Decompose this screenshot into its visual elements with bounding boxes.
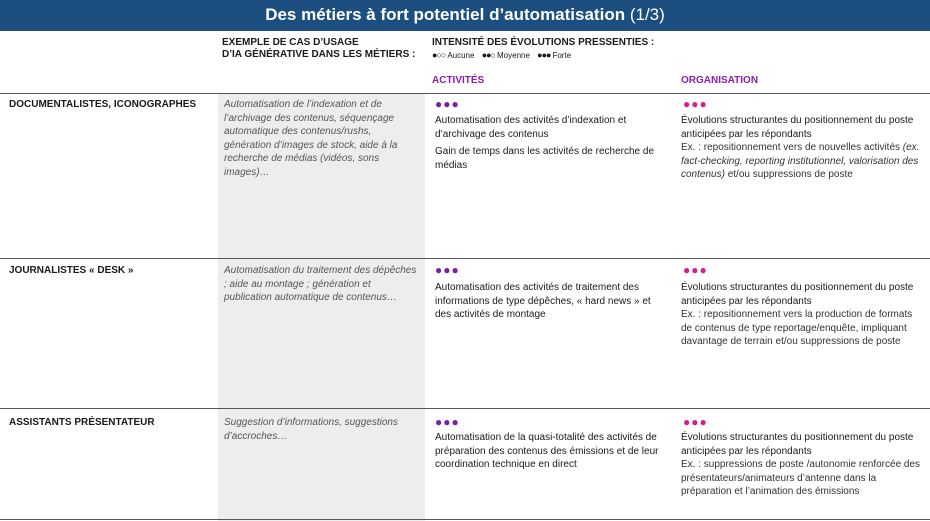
usecase-text: Suggestion d’informations, suggestions d’accroches… (224, 417, 398, 442)
organisation-example (681, 141, 921, 182)
activities-text (435, 114, 667, 176)
row-label: DOCUMENTALISTES, ICONOGRAPHES (9, 99, 197, 110)
activities-line: Automatisation des activités de traitement des informations de type dépêches, « hard news » et des activités de montage (435, 282, 651, 320)
organisation-text (681, 114, 921, 182)
activities-intensity-dots: ●●● (435, 263, 460, 277)
legend-label-none: Aucune (447, 51, 475, 60)
organisation-text (681, 431, 921, 499)
legend-label-strong: Forte (552, 51, 572, 60)
activities-line: Gain de temps dans les activités de recherche de médias (435, 146, 655, 171)
organisation-example-end: et/ou suppressions de poste (724, 169, 853, 180)
activities-line: Automatisation de la quasi-totalité des activités de préparation des contenus des émissions et de leur coordination technique en direct (435, 432, 659, 470)
usecase-column-header: EXEMPLE DE CAS D’USAGE D’IA GÉNÉRATIVE DANS LES MÉTIERS : (222, 37, 416, 60)
intensity-legend (432, 49, 576, 62)
legend-label-medium: Moyenne (497, 51, 530, 60)
organisation-example (681, 458, 921, 499)
organisation-example-text: Ex. : suppressions de poste /autonomie renforcée des présentateurs/animateurs d’antenne dans la préparation et l’animation des émissions (681, 459, 921, 497)
activities-intensity-dots: ●●● (435, 97, 460, 111)
organisation-example-italic: (ex. fact-checking, reporting institutionnel, valorisation des contenus) (681, 142, 920, 180)
row-label: JOURNALISTES « DESK » (9, 265, 134, 276)
organisation-column-header: ORGANISATION (681, 75, 759, 86)
organisation-intensity-dots: ●●● (683, 263, 708, 277)
title-rule (0, 30, 930, 31)
usecase-text: Automatisation de l’indexation et de l’archivage des contenus, séquençage automatique des contenus/rushs, génération d’images de stock, aide à la recherche de médias (vidéos, sons images)… (224, 99, 398, 178)
table-bottom-rule (0, 519, 930, 520)
organisation-example-text: Ex. : repositionnement vers de nouvelles activités (681, 142, 903, 153)
row-divider (0, 408, 930, 409)
title-bar (0, 0, 930, 30)
row-divider (0, 258, 930, 259)
organisation-text (681, 281, 921, 349)
row-divider (0, 93, 930, 94)
organisation-example-text: Ex. : repositionnement vers la production de formats de contenus de type reportage/enquête, impliquant davantage de terrain et/ou suppressions de poste (681, 309, 913, 347)
row-label: ASSISTANTS PRÉSENTATEUR (9, 417, 155, 428)
organisation-intensity-dots: ●●● (683, 415, 708, 429)
activities-text (435, 431, 667, 476)
activities-text (435, 281, 667, 326)
intensity-header: INTENSITÉ DES ÉVOLUTIONS PRESSENTIES : (432, 37, 655, 48)
page-title: Des métiers à fort potentiel d’automatisation (265, 5, 626, 24)
organisation-main: Évolutions structurantes du positionnement du poste anticipées par les répondants (681, 432, 914, 457)
activities-line: Automatisation des activités d’indexation et d’archivage des contenus (435, 115, 627, 140)
organisation-example (681, 308, 921, 349)
organisation-intensity-dots: ●●● (683, 97, 708, 111)
activities-column-header: ACTIVITÉS (432, 75, 485, 86)
activities-intensity-dots: ●●● (435, 415, 460, 429)
organisation-main: Évolutions structurantes du positionnement du poste anticipées par les répondants (681, 115, 914, 140)
organisation-main: Évolutions structurantes du positionnement du poste anticipées par les répondants (681, 282, 914, 307)
usecase-text: Automatisation du traitement des dépêches ; aide au montage ; génération et publication automatique de contenus… (224, 265, 417, 303)
page-number: (1/3) (629, 5, 665, 24)
legend-dots-strong: ●●● (537, 50, 551, 60)
legend-dots-none: ●○○ (432, 50, 446, 60)
legend-dots-medium: ●●○ (481, 50, 495, 60)
